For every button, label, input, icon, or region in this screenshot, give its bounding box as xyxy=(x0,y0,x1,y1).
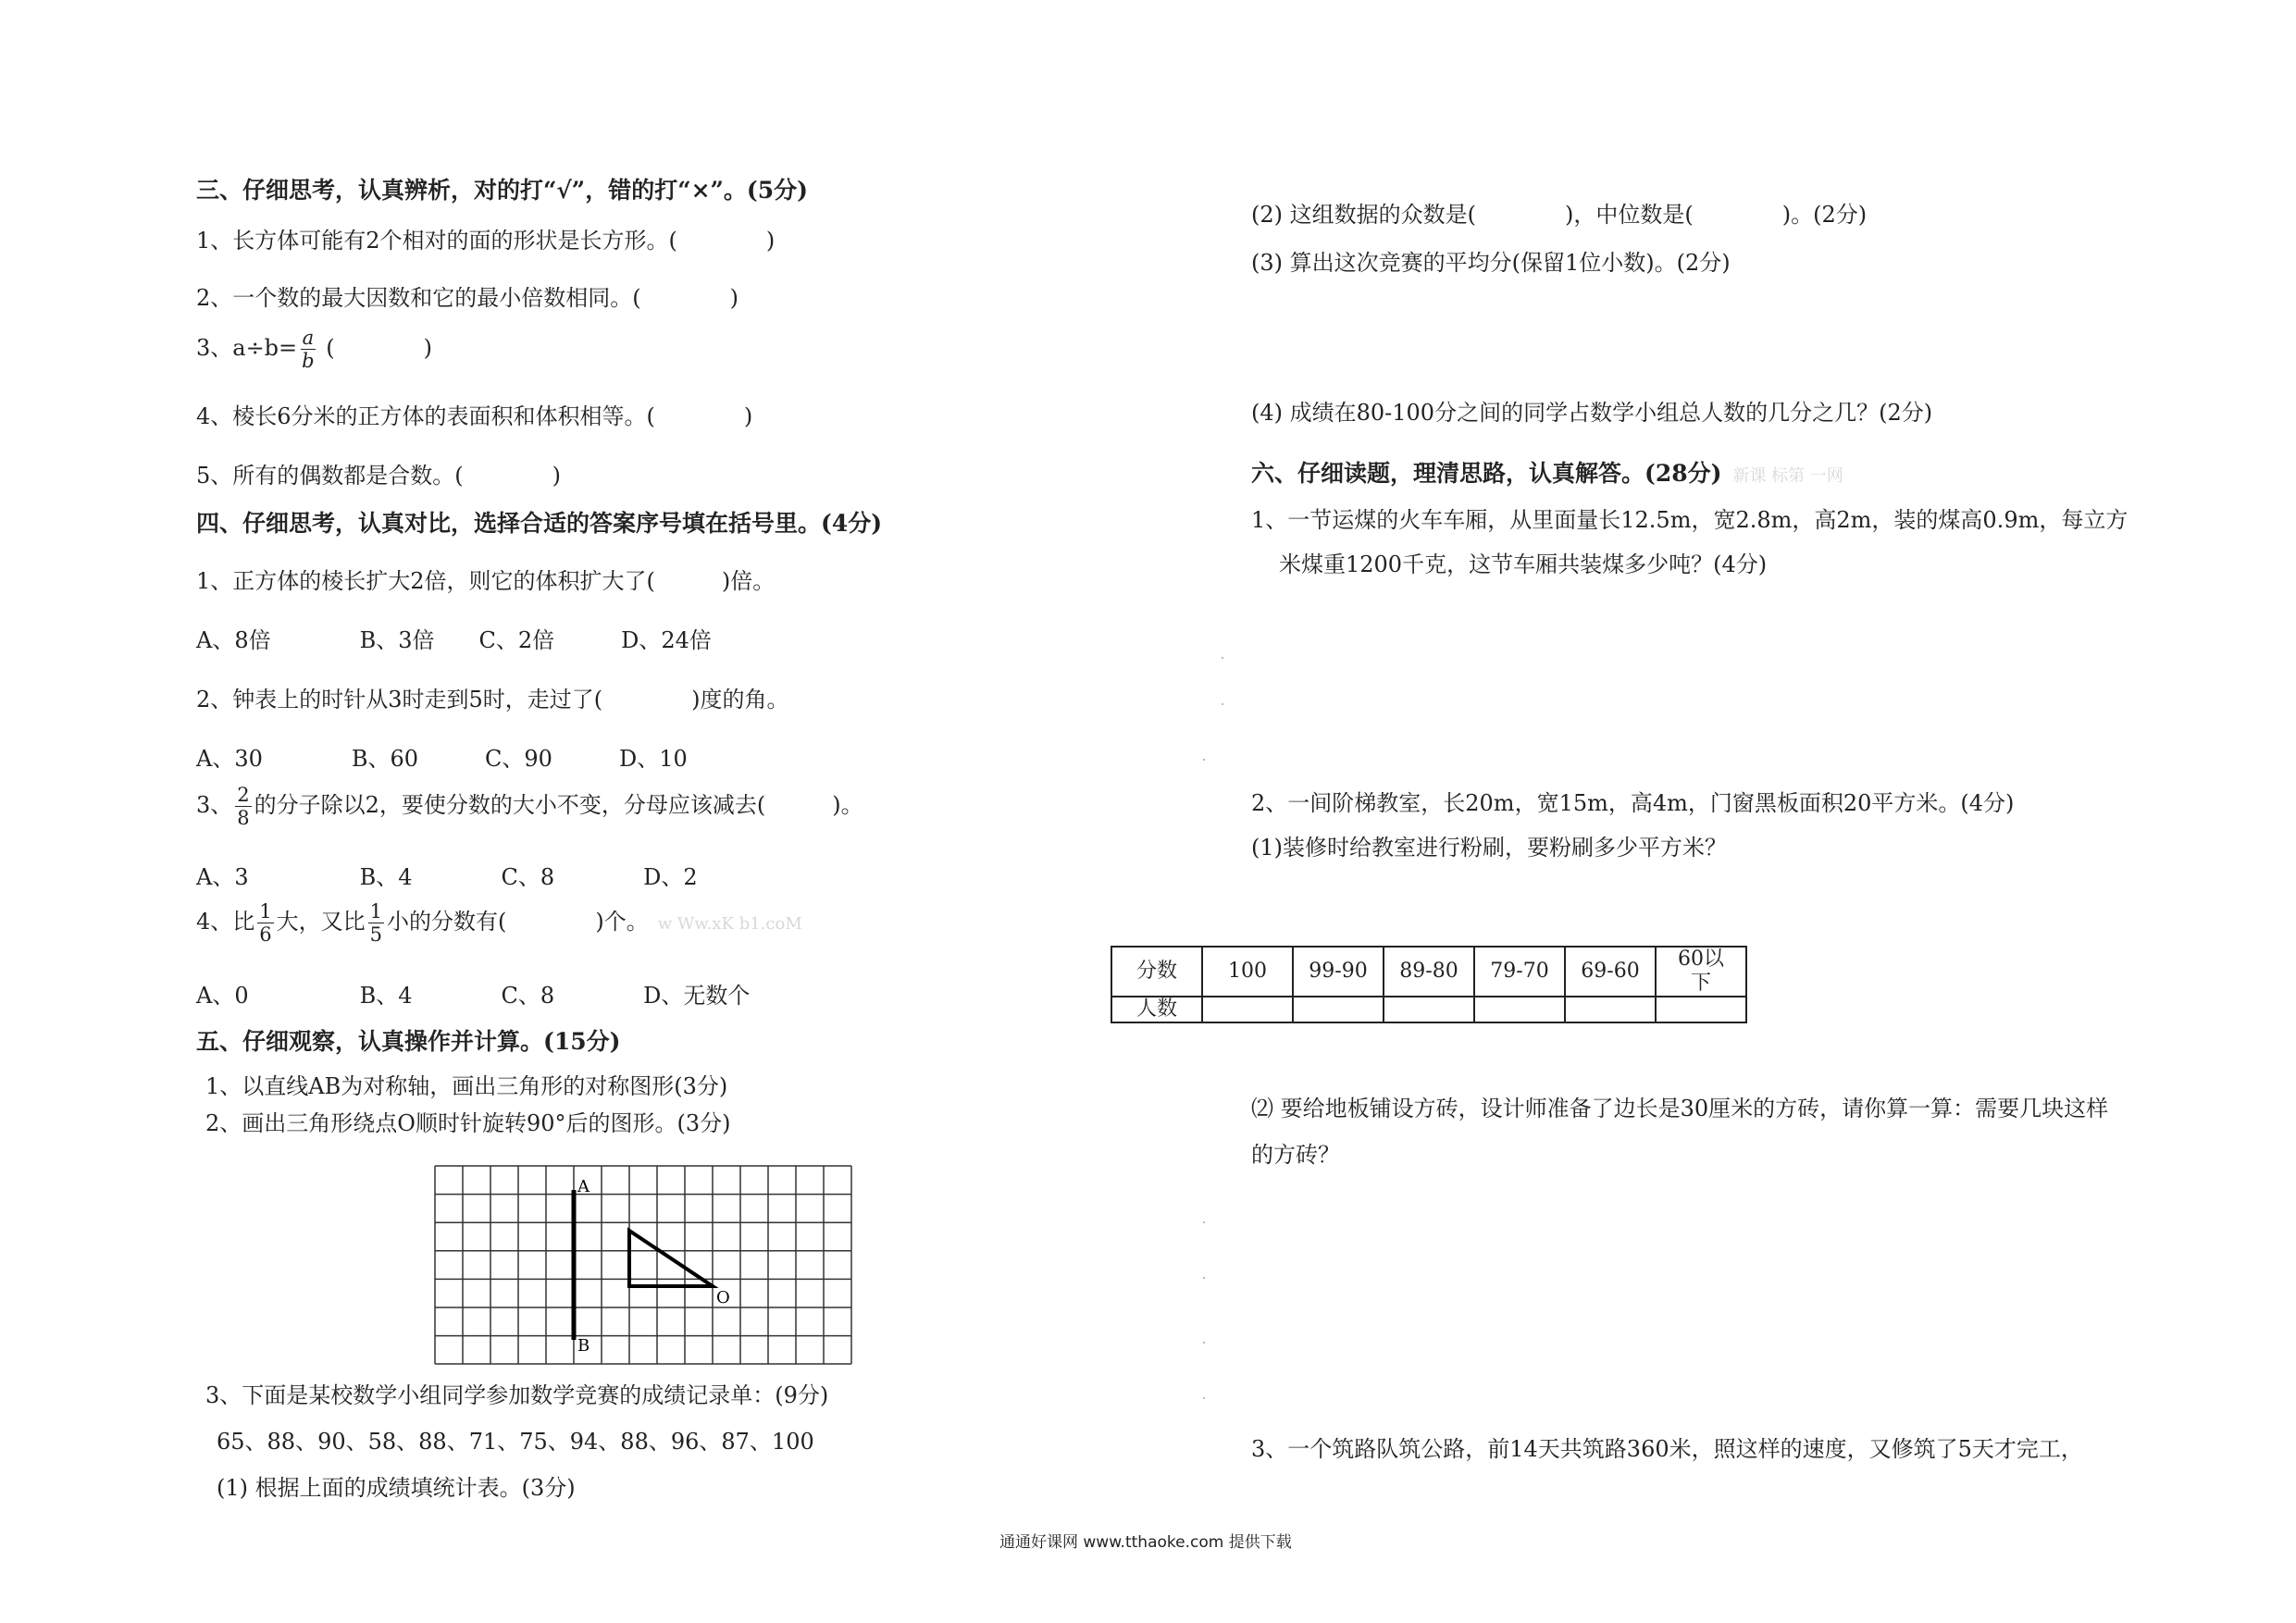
scan-dot xyxy=(1222,657,1223,659)
s4-question-2-options: A、30 B、60 C、90 D、10 xyxy=(196,746,688,772)
s4-question-4-options: A、0 B、4 C、8 D、无数个 xyxy=(196,983,751,1009)
section-6-title: 六、仔细读题，理清思路，认真解答。(28分) 新课 标第 一网 xyxy=(1251,460,1843,487)
s5-question-3: 3、下面是某校数学小组同学参加数学竞赛的成绩记录单：(9分) xyxy=(205,1382,829,1408)
section-4-title: 四、仔细思考，认真对比，选择合适的答案序号填在括号里。(4分) xyxy=(196,510,883,537)
s4-question-2: 2、钟表上的时针从3时走到5时，走过了( )度的角。 xyxy=(196,687,789,712)
footer-credit: 通通好课网 www.tthaoke.com 提供下载 xyxy=(999,1533,1292,1552)
scan-dot xyxy=(1203,1221,1205,1223)
section-5-title: 五、仔细观察，认真操作并计算。(15分) xyxy=(196,1028,621,1055)
fraction-2-over-8: $\frac{2}{8}$ xyxy=(237,784,250,829)
table-cell[interactable]: 100 xyxy=(1202,947,1293,997)
grid-lines xyxy=(435,1166,851,1364)
table-cell[interactable]: 89-80 xyxy=(1384,947,1474,997)
scan-dot xyxy=(1203,1342,1205,1344)
table-cell[interactable]: 人数 xyxy=(1111,997,1202,1022)
score-stats-table xyxy=(1111,946,1747,1023)
watermark-text-2: 新课 标第 一网 xyxy=(1732,466,1843,486)
s4-question-3: 3、 $\frac{2}{8}$ 的分子除以2，要使分数的大小不变，分母应该减去( )。 xyxy=(196,784,863,829)
table-cell[interactable] xyxy=(1474,997,1565,1022)
label-o: O xyxy=(716,1288,730,1307)
s5-question-3-sub4: (4) 成绩在80-100分之间的同学占数学小组总人数的几分之几？(2分) xyxy=(1251,400,1933,426)
watermark-text: w Ww.xK b1.coM xyxy=(657,914,802,934)
s4-question-4: 4、比 $\frac{1}{6}$ 大，又比 $\frac{1}{5}$ 小的分数有( )个。 w Ww.xK b1.coM xyxy=(196,900,802,946)
fraction-1-over-5: $\frac{1}{5}$ xyxy=(369,900,383,946)
table-row xyxy=(1111,947,1746,997)
table-cell[interactable] xyxy=(1384,997,1474,1022)
s6-question-3: 3、一个筑路队筑公路，前14天共筑路360米，照这样的速度，又修筑了5天才完工， xyxy=(1251,1436,2083,1462)
table-cell[interactable] xyxy=(1293,997,1384,1022)
triangle-shape xyxy=(629,1231,713,1286)
s5-question-1: 1、以直线AB为对称轴，画出三角形的对称图形(3分) xyxy=(205,1073,728,1099)
grid-diagram xyxy=(407,1153,870,1375)
s6-question-1-line1: 1、一节运煤的火车车厢，从里面量长12.5m，宽2.8m，高2m，装的煤高0.9m，每立方 xyxy=(1251,507,2128,533)
s6-question-2-sub2-line1: ⑵ 要给地板铺设方砖，设计师准备了边长是30厘米的方砖，请你算一算：需要几块这样 xyxy=(1251,1096,2109,1121)
table-cell[interactable]: 分数 xyxy=(1111,947,1202,997)
table-cell[interactable]: 79-70 xyxy=(1474,947,1565,997)
scan-dot xyxy=(1203,1277,1205,1279)
s6-question-2-sub2-line2: 的方砖？ xyxy=(1251,1142,1340,1168)
scan-dot xyxy=(1203,1397,1205,1399)
s3-question-5: 5、所有的偶数都是合数。( ) xyxy=(196,463,561,489)
label-b: B xyxy=(577,1336,590,1356)
table-cell[interactable] xyxy=(1656,997,1746,1022)
s6-question-2: 2、一间阶梯教室，长20m，宽15m，高4m，门窗黑板面积20平方米。(4分) xyxy=(1251,790,2015,816)
s5-question-2: 2、画出三角形绕点O顺时针旋转90°后的图形。(3分) xyxy=(205,1110,731,1136)
s3-question-2: 2、一个数的最大因数和它的最小倍数相同。( ) xyxy=(196,285,738,311)
s3-question-4: 4、棱长6分米的正方体的表面积和体积相等。( ) xyxy=(196,403,753,429)
table-row xyxy=(1111,997,1746,1022)
s3-question-3: 3、a÷b= $\frac{a}{b}$ ( ) xyxy=(196,327,432,372)
table-cell[interactable]: 60以下 xyxy=(1656,947,1746,997)
s5-question-3-sub2: (2) 这组数据的众数是( )，中位数是( )。(2分) xyxy=(1251,202,1868,228)
table-cell[interactable] xyxy=(1565,997,1656,1022)
s5-question-3-sub1: (1) 根据上面的成绩填统计表。(3分) xyxy=(217,1475,576,1501)
s5-score-data: 65、88、90、58、88、71、75、94、88、96、87、100 xyxy=(217,1429,814,1455)
table-cell[interactable]: 99-90 xyxy=(1293,947,1384,997)
s4-question-3-options: A、3 B、4 C、8 D、2 xyxy=(196,864,698,890)
table-cell[interactable] xyxy=(1202,997,1293,1022)
scan-dot xyxy=(1222,703,1223,705)
s3-question-1: 1、长方体可能有2个相对的面的形状是长方形。( ) xyxy=(196,228,776,254)
table-cell[interactable]: 69-60 xyxy=(1565,947,1656,997)
section-3-title: 三、仔细思考，认真辨析，对的打“√”，错的打“×”。(5分) xyxy=(196,177,808,204)
s4-question-1-options: A、8倍 B、3倍 C、2倍 D、24倍 xyxy=(196,627,712,653)
scan-dot xyxy=(1203,759,1205,761)
fraction-1-over-6: $\frac{1}{6}$ xyxy=(259,900,272,946)
s5-question-3-sub3: (3) 算出这次竞赛的平均分(保留1位小数)。(2分) xyxy=(1251,250,1731,276)
s6-question-2-sub1: (1)装修时给教室进行粉刷，要粉刷多少平方米？ xyxy=(1251,835,1727,861)
label-a: A xyxy=(577,1177,590,1196)
s4-question-1: 1、正方体的棱长扩大2倍，则它的体积扩大了( )倍。 xyxy=(196,568,776,594)
fraction-a-over-b: $\frac{a}{b}$ xyxy=(302,327,315,372)
s6-question-1-line2: 米煤重1200千克，这节车厢共装煤多少吨？(4分) xyxy=(1279,551,1768,577)
